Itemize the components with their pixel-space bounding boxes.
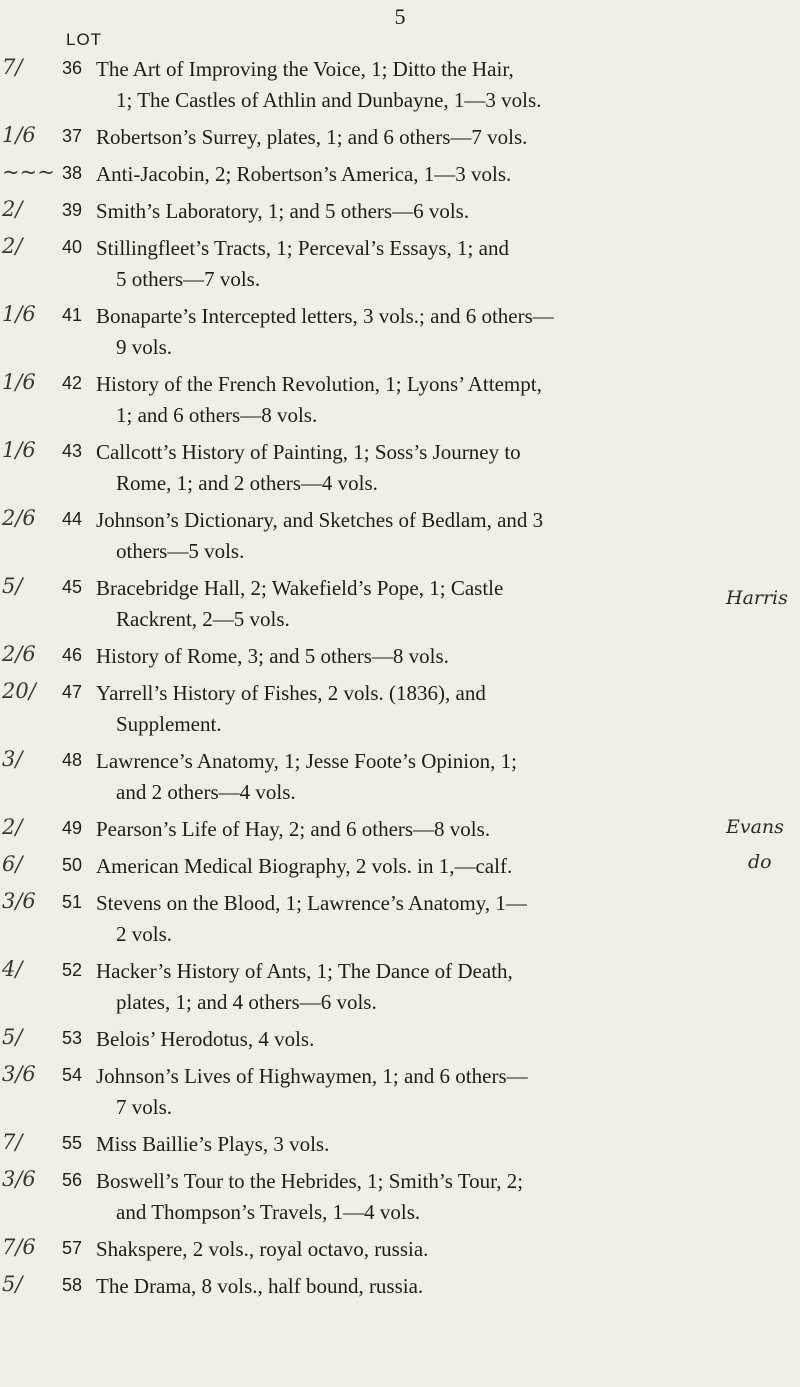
lot-description: Yarrell’s History of Fishes, 2 vols. (1836), and Supplement.: [96, 681, 486, 736]
lot-entry-49: [0, 814, 800, 851]
lot-entry-56: [0, 1166, 800, 1234]
lot-description: Lawrence’s Anatomy, 1; Jesse Foote’s Opinion, 1; and 2 others—4 vols.: [96, 749, 517, 804]
buyer-annotation: do: [748, 851, 772, 873]
lot-number: 56: [61, 1170, 82, 1190]
price-annotation: 2/: [2, 197, 23, 221]
price-annotation: 1/6: [2, 438, 36, 462]
lot-number: 45: [61, 577, 82, 597]
lot-entry-40: [0, 233, 800, 301]
lot-description: Johnson’s Dictionary, and Sketches of Bedlam, and 3 others—5 vols.: [96, 508, 544, 563]
lot-description: Hacker’s History of Ants, 1; The Dance of Death, plates, 1; and 4 others—6 vols.: [96, 959, 513, 1014]
lot-entry-46: [0, 641, 800, 678]
price-annotation: 5/: [2, 1025, 23, 1049]
lot-description: History of the French Revolution, 1; Lyons’ Attempt, 1; and 6 others—8 vols.: [96, 372, 542, 427]
lot-description: The Art of Improving the Voice, 1; Ditto the Hair, 1; The Castles of Athlin and Dunbayne, 1—3 vols.: [96, 57, 542, 112]
lot-entry-36: [0, 54, 800, 122]
price-annotation: 3/6: [2, 889, 36, 913]
lot-number: 53: [61, 1028, 82, 1048]
lot-entry-38: [0, 159, 800, 196]
lot-number: 47: [61, 682, 82, 702]
lot-number: 55: [61, 1133, 82, 1153]
lot-description: Belois’ Herodotus, 4 vols.: [96, 1027, 315, 1051]
price-annotation: 4/: [2, 957, 23, 981]
lot-number: 36: [61, 58, 82, 78]
lot-number: 48: [61, 750, 82, 770]
lot-description: Shakspere, 2 vols., royal octavo, russia.: [96, 1237, 429, 1261]
lot-number: 54: [61, 1065, 82, 1085]
lot-entry-51: [0, 888, 800, 956]
lot-entry-43: [0, 437, 800, 505]
buyer-annotation: Evans: [726, 816, 784, 838]
lot-number: 58: [61, 1275, 82, 1295]
lot-entry-47: [0, 678, 800, 746]
price-annotation: 3/6: [2, 1062, 36, 1086]
buyer-annotation: Harris: [726, 587, 788, 609]
lot-description: Robertson’s Surrey, plates, 1; and 6 others—7 vols.: [96, 125, 528, 149]
lot-number: 38: [61, 163, 82, 183]
lot-number: 44: [61, 509, 82, 529]
lot-number: 50: [61, 855, 82, 875]
lot-description: Stevens on the Blood, 1; Lawrence’s Anatomy, 1— 2 vols.: [96, 891, 527, 946]
lot-description: Bracebridge Hall, 2; Wakefield’s Pope, 1; Castle Rackrent, 2—5 vols.: [96, 576, 504, 631]
lot-entry-54: [0, 1061, 800, 1129]
page-number: 5: [394, 4, 406, 29]
lot-entry-48: [0, 746, 800, 814]
lot-number: 46: [61, 645, 82, 665]
lot-entry-41: [0, 301, 800, 369]
lot-column-header: LOT: [66, 30, 103, 49]
lot-entry-55: [0, 1129, 800, 1166]
lot-description: American Medical Biography, 2 vols. in 1,—calf.: [96, 854, 513, 878]
lot-description: The Drama, 8 vols., half bound, russia.: [96, 1274, 424, 1298]
price-annotation: 7/6: [2, 1235, 36, 1259]
lot-number: 57: [61, 1238, 82, 1258]
price-annotation: ~~~: [2, 160, 55, 184]
price-annotation: 2/6: [2, 506, 36, 530]
lot-description: Boswell’s Tour to the Hebrides, 1; Smith’s Tour, 2; and Thompson’s Travels, 1—4 vols.: [96, 1169, 524, 1224]
lot-number: 43: [61, 441, 82, 461]
lot-entry-37: [0, 122, 800, 159]
price-annotation: 3/: [2, 747, 23, 771]
lot-description: Miss Baillie’s Plays, 3 vols.: [96, 1132, 330, 1156]
lot-description: Bonaparte’s Intercepted letters, 3 vols.; and 6 others— 9 vols.: [96, 304, 554, 359]
lot-number: 37: [61, 126, 82, 146]
lot-description: Smith’s Laboratory, 1; and 5 others—6 vols.: [96, 199, 470, 223]
price-annotation: 5/: [2, 1272, 23, 1296]
price-annotation: 1/6: [2, 370, 36, 394]
price-annotation: 7/: [2, 1130, 23, 1154]
lot-entry-50: [0, 851, 800, 888]
lot-description: History of Rome, 3; and 5 others—8 vols.: [96, 644, 449, 668]
lot-entry-52: [0, 956, 800, 1024]
lot-entry-44: [0, 505, 800, 573]
price-annotation: 7/: [2, 55, 23, 79]
lot-number: 39: [61, 200, 82, 220]
lot-number: 51: [61, 892, 82, 912]
lot-list: [0, 54, 800, 1308]
price-annotation: 2/: [2, 815, 23, 839]
price-annotation: 1/6: [2, 123, 36, 147]
price-annotation: 6/: [2, 852, 23, 876]
lot-number: 49: [61, 818, 82, 838]
price-annotation: 1/6: [2, 302, 36, 326]
lot-description: Stillingfleet’s Tracts, 1; Perceval’s Essays, 1; and 5 others—7 vols.: [96, 236, 509, 291]
lot-entry-39: [0, 196, 800, 233]
lot-description: Callcott’s History of Painting, 1; Soss’s Journey to Rome, 1; and 2 others—4 vols.: [96, 440, 521, 495]
lot-entry-57: [0, 1234, 800, 1271]
lot-number: 40: [61, 237, 82, 257]
lot-number: 42: [61, 373, 82, 393]
lot-entry-45: [0, 573, 800, 641]
lot-entry-53: [0, 1024, 800, 1061]
lot-description: Johnson’s Lives of Highwaymen, 1; and 6 others— 7 vols.: [96, 1064, 528, 1119]
lot-number: 41: [61, 305, 82, 325]
lot-description: Pearson’s Life of Hay, 2; and 6 others—8 vols.: [96, 817, 491, 841]
lot-entry-58: [0, 1271, 800, 1308]
lot-entry-42: [0, 369, 800, 437]
price-annotation: 5/: [2, 574, 23, 598]
price-annotation: 2/6: [2, 642, 36, 666]
lot-description: Anti-Jacobin, 2; Robertson’s America, 1—3 vols.: [96, 162, 512, 186]
price-annotation: 3/6: [2, 1167, 36, 1191]
lot-number: 52: [61, 960, 82, 980]
price-annotation: 20/: [2, 679, 36, 703]
price-annotation: 2/: [2, 234, 23, 258]
